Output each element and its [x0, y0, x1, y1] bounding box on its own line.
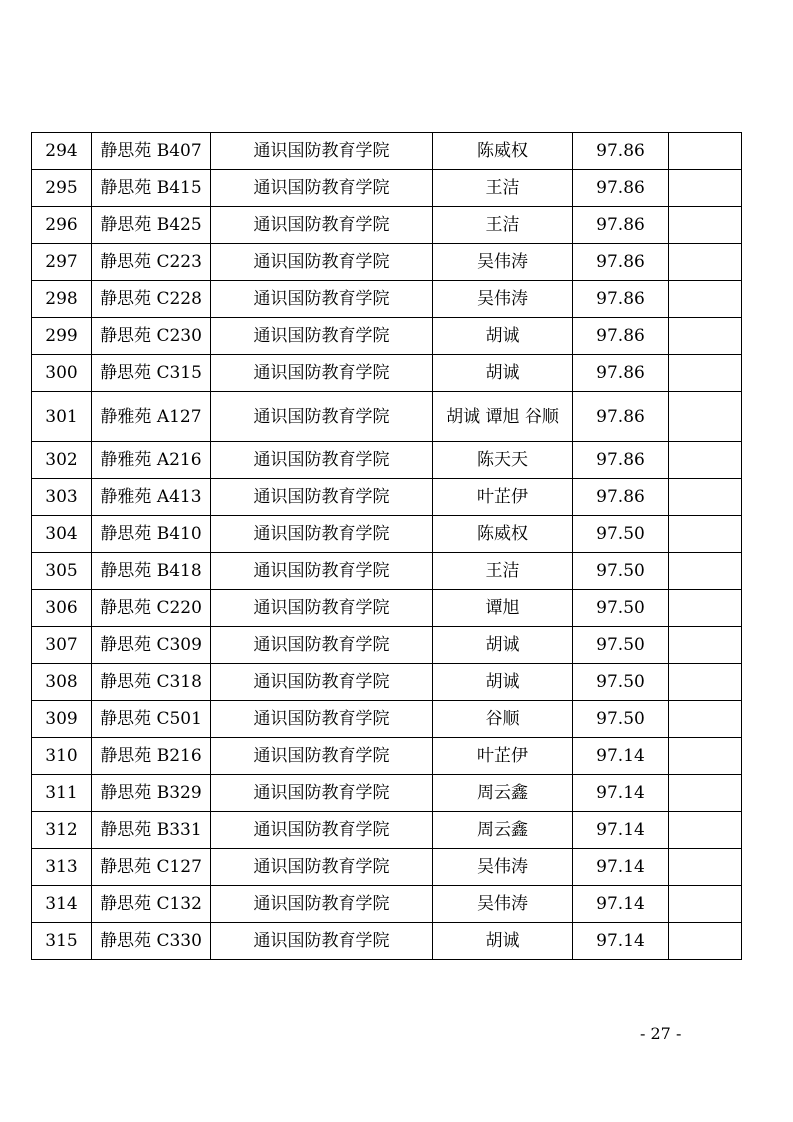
person-cell: 胡诚 [433, 318, 573, 355]
row-number-cell: 303 [32, 479, 92, 516]
person-cell: 陈威权 [433, 516, 573, 553]
room-cell: 静雅苑 A127 [92, 392, 211, 442]
row-number-cell: 305 [32, 553, 92, 590]
score-cell: 97.86 [573, 392, 669, 442]
note-cell [669, 479, 742, 516]
room-cell: 静思苑 C309 [92, 627, 211, 664]
college-cell: 通识国防教育学院 [211, 627, 433, 664]
college-cell: 通识国防教育学院 [211, 775, 433, 812]
table-row [32, 738, 742, 775]
room-cell: 静雅苑 A413 [92, 479, 211, 516]
college-cell: 通识国防教育学院 [211, 849, 433, 886]
note-cell [669, 170, 742, 207]
score-cell: 97.50 [573, 516, 669, 553]
row-number-cell: 314 [32, 886, 92, 923]
person-cell: 谭旭 [433, 590, 573, 627]
room-cell: 静思苑 C501 [92, 701, 211, 738]
person-cell: 陈天天 [433, 442, 573, 479]
score-cell: 97.86 [573, 442, 669, 479]
room-cell: 静思苑 B331 [92, 812, 211, 849]
row-number-cell: 306 [32, 590, 92, 627]
college-cell: 通识国防教育学院 [211, 886, 433, 923]
row-number-cell: 310 [32, 738, 92, 775]
college-cell: 通识国防教育学院 [211, 812, 433, 849]
note-cell [669, 318, 742, 355]
person-cell-text: 胡诚 谭旭 谷顺 [446, 406, 559, 427]
person-cell: 吴伟涛 [433, 281, 573, 318]
table-body [32, 133, 742, 960]
college-cell: 通识国防教育学院 [211, 207, 433, 244]
table-row [32, 812, 742, 849]
score-cell: 97.14 [573, 775, 669, 812]
row-number-cell: 295 [32, 170, 92, 207]
table-row [32, 133, 742, 170]
note-cell [669, 244, 742, 281]
row-number-cell: 309 [32, 701, 92, 738]
note-cell [669, 590, 742, 627]
row-number-cell: 311 [32, 775, 92, 812]
row-number-cell: 304 [32, 516, 92, 553]
score-cell: 97.86 [573, 207, 669, 244]
score-cell: 97.50 [573, 627, 669, 664]
table-row [32, 479, 742, 516]
room-cell: 静思苑 B410 [92, 516, 211, 553]
table-row [32, 442, 742, 479]
college-cell: 通识国防教育学院 [211, 701, 433, 738]
table-row [32, 244, 742, 281]
note-cell [669, 701, 742, 738]
note-cell [669, 627, 742, 664]
person-cell: 叶芷伊 [433, 479, 573, 516]
person-cell: 胡诚 [433, 664, 573, 701]
table-row [32, 318, 742, 355]
person-cell [433, 392, 573, 442]
note-cell [669, 886, 742, 923]
table-row [32, 170, 742, 207]
college-cell: 通识国防教育学院 [211, 664, 433, 701]
table-row [32, 590, 742, 627]
person-cell: 周云鑫 [433, 812, 573, 849]
person-cell: 叶芷伊 [433, 738, 573, 775]
note-cell [669, 553, 742, 590]
room-cell: 静思苑 B407 [92, 133, 211, 170]
page-number: - 27 - [640, 1024, 682, 1043]
person-cell: 胡诚 [433, 923, 573, 960]
score-cell: 97.86 [573, 355, 669, 392]
college-cell: 通识国防教育学院 [211, 133, 433, 170]
score-cell: 97.86 [573, 133, 669, 170]
person-cell: 周云鑫 [433, 775, 573, 812]
college-cell: 通识国防教育学院 [211, 516, 433, 553]
room-cell: 静思苑 C132 [92, 886, 211, 923]
score-cell: 97.86 [573, 479, 669, 516]
table-row [32, 207, 742, 244]
table-row [32, 664, 742, 701]
score-cell: 97.86 [573, 244, 669, 281]
note-cell [669, 355, 742, 392]
row-number-cell: 299 [32, 318, 92, 355]
person-cell: 吴伟涛 [433, 849, 573, 886]
row-number-cell: 315 [32, 923, 92, 960]
room-cell: 静思苑 B425 [92, 207, 211, 244]
note-cell [669, 281, 742, 318]
row-number-cell: 294 [32, 133, 92, 170]
room-cell: 静思苑 C315 [92, 355, 211, 392]
score-cell: 97.14 [573, 886, 669, 923]
table-row [32, 553, 742, 590]
score-cell: 97.86 [573, 170, 669, 207]
table-row [32, 849, 742, 886]
person-cell: 胡诚 [433, 355, 573, 392]
college-cell: 通识国防教育学院 [211, 355, 433, 392]
room-cell: 静雅苑 A216 [92, 442, 211, 479]
note-cell [669, 133, 742, 170]
note-cell [669, 442, 742, 479]
row-number-cell: 296 [32, 207, 92, 244]
score-cell: 97.14 [573, 738, 669, 775]
college-cell: 通识国防教育学院 [211, 479, 433, 516]
row-number-cell: 313 [32, 849, 92, 886]
college-cell: 通识国防教育学院 [211, 553, 433, 590]
room-cell: 静思苑 B415 [92, 170, 211, 207]
row-number-cell: 301 [32, 392, 92, 442]
person-cell: 谷顺 [433, 701, 573, 738]
college-cell: 通识国防教育学院 [211, 244, 433, 281]
person-cell: 吴伟涛 [433, 886, 573, 923]
score-cell: 97.86 [573, 318, 669, 355]
room-cell: 静思苑 C223 [92, 244, 211, 281]
row-number-cell: 300 [32, 355, 92, 392]
row-number-cell: 312 [32, 812, 92, 849]
room-cell: 静思苑 C127 [92, 849, 211, 886]
score-cell: 97.14 [573, 923, 669, 960]
note-cell [669, 664, 742, 701]
college-cell: 通识国防教育学院 [211, 318, 433, 355]
college-cell: 通识国防教育学院 [211, 392, 433, 442]
room-cell: 静思苑 C318 [92, 664, 211, 701]
college-cell: 通识国防教育学院 [211, 738, 433, 775]
row-number-cell: 307 [32, 627, 92, 664]
score-cell: 97.50 [573, 590, 669, 627]
room-cell: 静思苑 C220 [92, 590, 211, 627]
note-cell [669, 775, 742, 812]
table-row [32, 923, 742, 960]
score-cell: 97.86 [573, 281, 669, 318]
room-cell: 静思苑 B418 [92, 553, 211, 590]
college-cell: 通识国防教育学院 [211, 923, 433, 960]
table-row [32, 775, 742, 812]
note-cell [669, 392, 742, 442]
table-row [32, 355, 742, 392]
person-cell: 王洁 [433, 207, 573, 244]
table-row [32, 392, 742, 442]
row-number-cell: 302 [32, 442, 92, 479]
dormitory-score-table [31, 132, 742, 960]
room-cell: 静思苑 B216 [92, 738, 211, 775]
table-row [32, 627, 742, 664]
person-cell: 陈威权 [433, 133, 573, 170]
table-row [32, 701, 742, 738]
person-cell: 王洁 [433, 553, 573, 590]
table-row [32, 516, 742, 553]
room-cell: 静思苑 C330 [92, 923, 211, 960]
note-cell [669, 849, 742, 886]
score-cell: 97.50 [573, 701, 669, 738]
note-cell [669, 516, 742, 553]
table-row [32, 886, 742, 923]
row-number-cell: 308 [32, 664, 92, 701]
note-cell [669, 812, 742, 849]
room-cell: 静思苑 B329 [92, 775, 211, 812]
note-cell [669, 923, 742, 960]
college-cell: 通识国防教育学院 [211, 442, 433, 479]
room-cell: 静思苑 C228 [92, 281, 211, 318]
college-cell: 通识国防教育学院 [211, 281, 433, 318]
room-cell: 静思苑 C230 [92, 318, 211, 355]
row-number-cell: 298 [32, 281, 92, 318]
person-cell: 吴伟涛 [433, 244, 573, 281]
note-cell [669, 207, 742, 244]
score-cell: 97.50 [573, 664, 669, 701]
score-cell: 97.50 [573, 553, 669, 590]
college-cell: 通识国防教育学院 [211, 590, 433, 627]
college-cell: 通识国防教育学院 [211, 170, 433, 207]
person-cell: 王洁 [433, 170, 573, 207]
person-cell: 胡诚 [433, 627, 573, 664]
score-cell: 97.14 [573, 849, 669, 886]
note-cell [669, 738, 742, 775]
row-number-cell: 297 [32, 244, 92, 281]
score-cell: 97.14 [573, 812, 669, 849]
table-row [32, 281, 742, 318]
